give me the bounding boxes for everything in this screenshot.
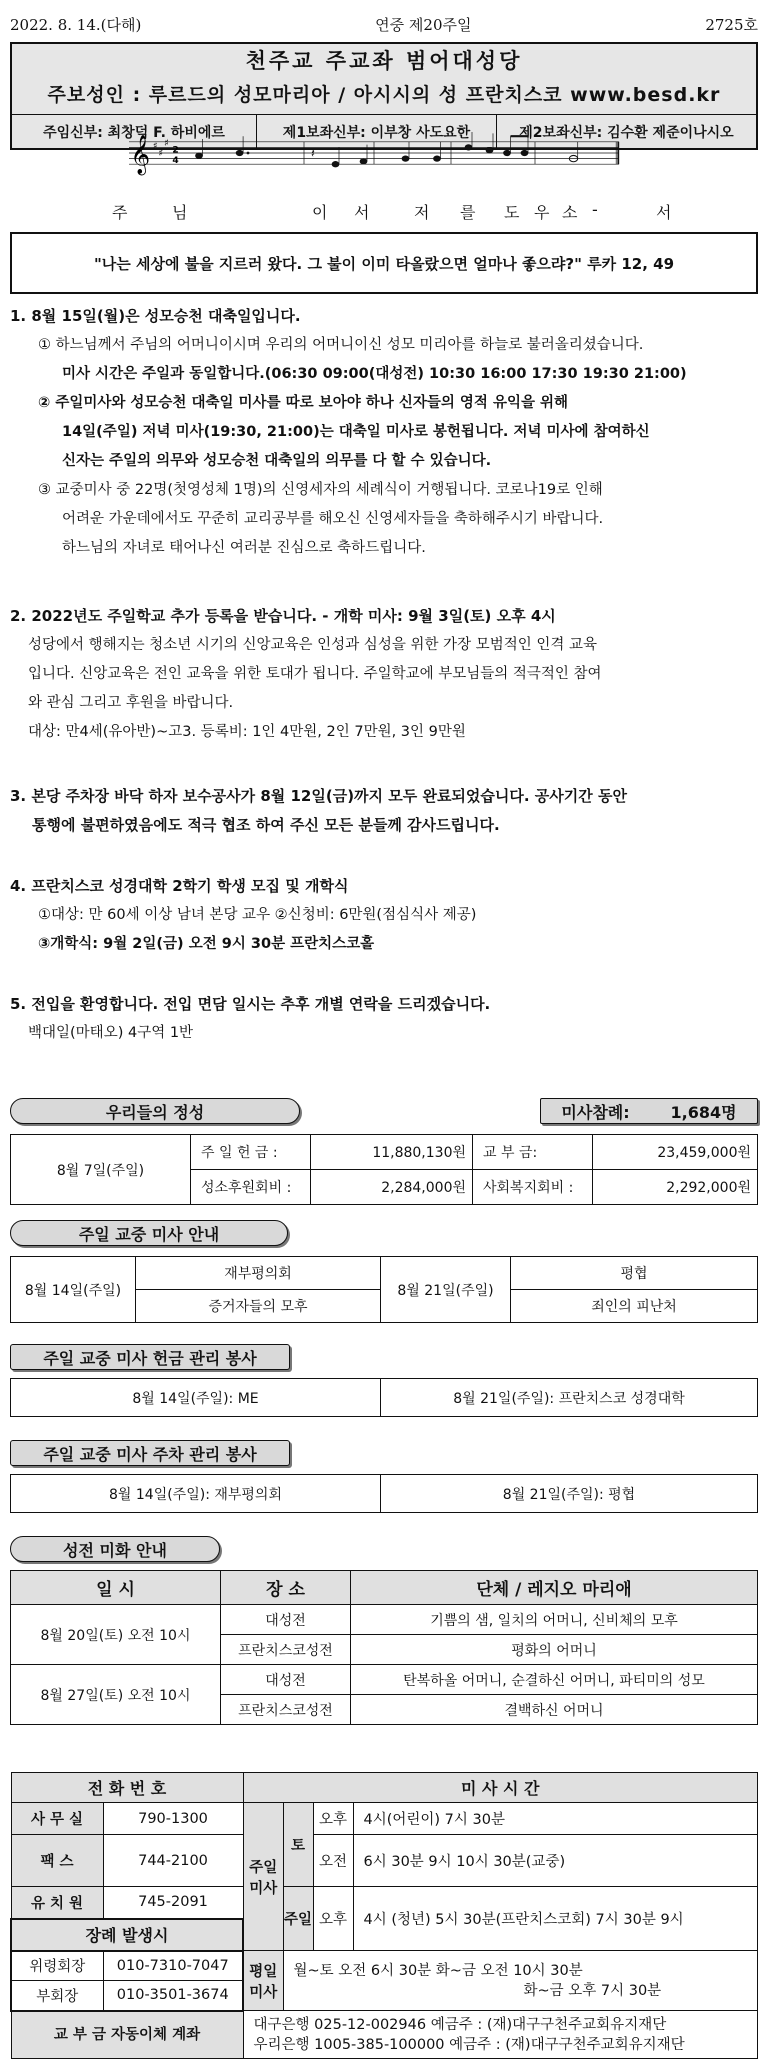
mass-guide-label: 주일 교중 미사 안내 bbox=[10, 1220, 288, 1246]
pastor: 주임신부: 최창덕 F. 하비에르 bbox=[12, 115, 257, 148]
notice-3: 3. 본당 주차장 바닥 하자 보수공사가 8월 12일(금)까지 모두 완료되었습니다. 공사기간 동안 통행에 불편하였음에도 적극 협조 하여 주신 모든 분들께 감사드립니다. bbox=[10, 787, 627, 834]
collection-label: 주일 교중 미사 헌금 관리 봉사 bbox=[10, 1344, 290, 1370]
cleaning-label: 성전 미화 안내 bbox=[10, 1536, 220, 1562]
top-line bbox=[10, 12, 758, 36]
parking-table: 8월 14일(주일): 재부평의회 8월 21일(주일): 평협 bbox=[10, 1474, 758, 1513]
svg-text:♯: ♯ bbox=[164, 138, 169, 149]
mass-attendance: 미사참례: 1,684명 bbox=[540, 1098, 758, 1124]
parish-title: 천주교 주교좌 범어대성당 bbox=[245, 49, 523, 73]
parking-label: 주일 교중 미사 주차 관리 봉사 bbox=[10, 1440, 290, 1466]
music-staff bbox=[24, 132, 724, 202]
offering-table: 8월 7일(주일) 주 일 헌 금 : 11,880,130원 교 부 금: 23,459,000원 성소후원회비 : 2,284,000원 사회복지회비 : 2,292,000원 bbox=[10, 1134, 758, 1205]
svg-text:♯: ♯ bbox=[152, 140, 158, 152]
issue-number: 2725호 bbox=[705, 15, 758, 34]
notice-2: 2. 2022년도 주일학교 추가 등록을 받습니다. - 개학 미사: 9월 3일(토) 오후 4시 성당에서 행해지는 청소년 시기의 신앙교육은 인성과 심성을 위한 가장 모범적인 인격 교육 입니다. 신앙교육은 전인 교육을 위한 토대가 됩니다. 주일학교에 부모님들의 적극적인 참여 와 관심 그리고 후원을 바랍니다. 대상: 만4세(유아반)~고3. 등록비: 1인 4만원, 2인 7만원, 3인 9만원 bbox=[10, 607, 602, 740]
assistant-priest-2: 제2보좌신부: 김수환 제준이나시오 bbox=[519, 124, 734, 141]
hymn-lyrics: 주 님 이 서 저 를 도 우 소 - 서 bbox=[112, 200, 672, 222]
notice-4: 4. 프란치스코 성경대학 2학기 학생 모집 및 개학식 ①대상: 만 60세 이상 남녀 본당 교우 ②신청비: 6만원(점심식사 제공) ③개학식: 9월 2일(금) 오전 9시 30분 프란치스코홀 bbox=[10, 877, 477, 952]
svg-text:𝄽: 𝄽 bbox=[311, 145, 315, 161]
svg-text:4: 4 bbox=[172, 155, 179, 166]
offering-label: 우리들의 정성 bbox=[10, 1098, 300, 1124]
svg-text:♯: ♯ bbox=[158, 147, 164, 159]
liturgical-week: 연중 제20주일 bbox=[375, 15, 472, 34]
notice-1: 1. 8월 15일(월)은 성모승천 대축일입니다. ① 하느님께서 주님의 어머니이시며 우리의 어머니이신 성모 미리아를 하늘로 불러올리셨습니다. 미사 시간은 주일과 동일합니다.(06:30 09:00(대성전) 10:30 16:00 17:30 19:30 21:00) ② 주일미사와 성모승천 대축일 미사를 따로 보아야 하나 신자들의 영적 유익을 위해 14일(주일) 저녁 미사(19:30, 21:00)는 대축일 미사로 봉헌됩니다. 저녁 미사에 참여하신 신자는 주일의 의무와 성모승천 대축일의 의무를 다 할 수 있습니다. ③ 교중미사 중 22명(첫영성체 1명)의 신영세자의 세례식이 거행됩니다. 코로나19로 인해 어려운 가운데에서도 꾸준히 교리공부를 해오신 신영세자들을 축하해주시기 바랍니다. 하느님의 자녀로 태어나신 여러분 진심으로 축하드립니다. bbox=[10, 307, 687, 556]
svg-text:𝄞: 𝄞 bbox=[130, 134, 151, 174]
assistant-priest-1: 제1보좌신부: 이부창 사도요한 bbox=[257, 115, 497, 148]
cleaning-table: 일 시 장 소 단체 / 레지오 마리애 8월 20일(토) 오전 10시 대성전 기쁨의 샘, 일치의 어머니, 신비체의 모후 프란치스코성전 평화의 어머니 8월 27일(토) 오전 10시 대성전 탄복하올 어머니, 순결하신 어머니, 파티미의 성모 프란치스코성전 결백하신 어머니 bbox=[10, 1570, 758, 1725]
collection-table: 8월 14일(주일): ME 8월 21일(주일): 프란치스코 성경대학 bbox=[10, 1378, 758, 1417]
scripture-quote: "나는 세상에 불을 지르러 왔다. 그 불이 이미 타올랐으면 얼마나 좋으랴?" 루카 12, 49 bbox=[10, 232, 758, 294]
contact-table: 전 화 번 호 미 사 시 간 사 무 실 790-1300 주일 미사 토 오후 4시(어린이) 7시 30분 팩 스 744-2100 오전 6시 30분 9시 10시 30분(교중) 유 치 원 745-2091 주일 오후 4시 (청년) 5시 30분(프란치스코회) 7시 30분 9시 장례 발생시 위령회장 010-7310-7047 평일 미사 월~토 오전 6시 30분 화~금 오전 10시 30분 화~금 오후 7시 30분 부회장 010-3501-3674 교 부 금 자동이체 계좌 대구은행 025-12-002946 예금주 : (재)대구구천주교회유지재단 우리은행 1005-385-100000 예금주 : (재)대구구천주교회유지재단 bbox=[10, 1772, 758, 2059]
mass-guide-table: 8월 14일(주일) 재부평의회 8월 21일(주일) 평협 증거자들의 모후 죄인의 피난처 bbox=[10, 1256, 758, 1323]
patron-line: 주보성인 : 루르드의 성모마리아 / 아시시의 성 프란치스코 www.besd.kr bbox=[47, 83, 721, 106]
svg-text:2: 2 bbox=[172, 145, 179, 156]
notice-5: 5. 전입을 환영합니다. 전입 면담 일시는 추후 개별 연락을 드리겠습니다. 백대일(마태오) 4구역 1반 bbox=[10, 995, 491, 1041]
issue-date: 2022. 8. 14.(다해) bbox=[10, 15, 142, 34]
